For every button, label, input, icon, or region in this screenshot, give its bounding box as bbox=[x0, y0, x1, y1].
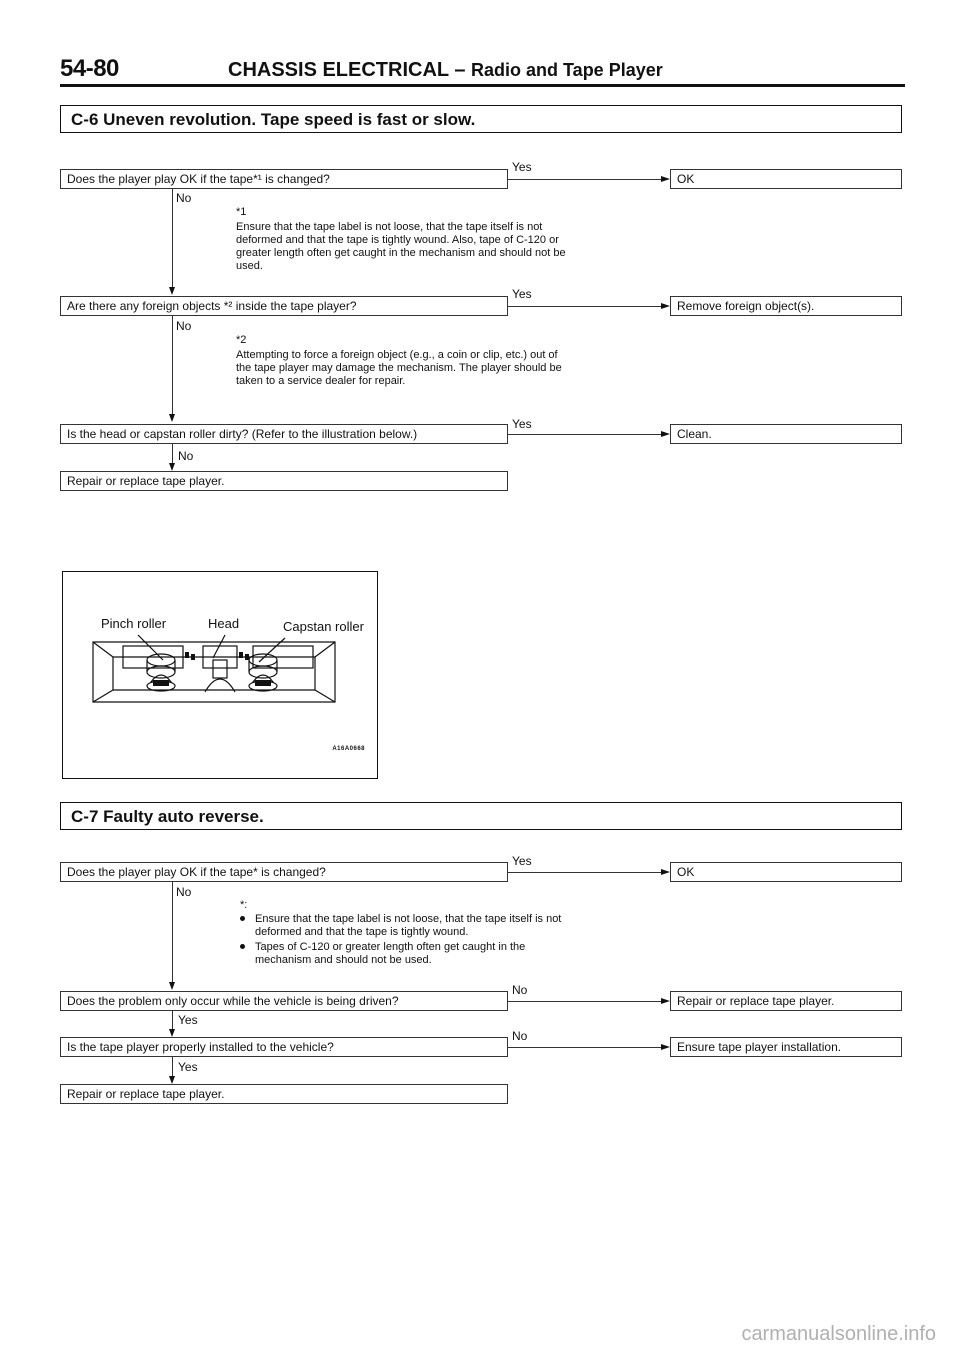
c7-note-bullet-2-text: Tapes of C-120 or greater length often get caught in the mechanism and should not be used. bbox=[255, 941, 526, 966]
arrow-right-icon bbox=[661, 431, 670, 437]
c6-question-2: Are there any foreign objects *² inside the tape player? bbox=[60, 296, 508, 316]
c7-note-bullet-1 bbox=[240, 913, 570, 939]
c7-q1-no-line bbox=[172, 882, 173, 984]
c6-q1-yes-label: Yes bbox=[512, 160, 532, 174]
page-number: 54-80 bbox=[60, 55, 119, 82]
c6-q2-no-line bbox=[172, 316, 173, 416]
c6-note2-text: Attempting to force a foreign object (e.g., a coin or clip, etc.) out of the tape player may damage the mechanism. The player should be taken to a service dealer for repair. bbox=[236, 349, 562, 387]
c6-q3-no-line bbox=[172, 444, 173, 464]
c6-q1-yes-line bbox=[508, 179, 663, 180]
c7-q2-no-line bbox=[508, 1001, 663, 1002]
c7-question-2: Does the problem only occur while the vehicle is being driven? bbox=[60, 991, 508, 1011]
c7-q3-yes-line bbox=[172, 1057, 173, 1077]
c6-question-1: Does the player play OK if the tape*¹ is changed? bbox=[60, 169, 508, 189]
c6-q2-no-label: No bbox=[176, 319, 192, 333]
arrow-right-icon bbox=[661, 176, 670, 182]
c6-question-3: Is the head or capstan roller dirty? (Refer to the illustration below.) bbox=[60, 424, 508, 444]
c6-q2-yes-label: Yes bbox=[512, 287, 532, 301]
c6-q3-yes-result: Clean. bbox=[670, 424, 902, 444]
c7-note-bullet-2 bbox=[240, 941, 570, 967]
c7-q2-no-result: Repair or replace tape player. bbox=[670, 991, 902, 1011]
chapter-dash: – bbox=[454, 59, 466, 81]
c6-note1-mark: *1 bbox=[236, 206, 247, 218]
chapter-title bbox=[228, 59, 663, 82]
c7-q1-yes-result: OK bbox=[670, 862, 902, 882]
watermark: carmanualsonline.info bbox=[741, 1323, 936, 1345]
arrow-down-icon bbox=[169, 982, 175, 990]
label-pinch-roller: Pinch roller bbox=[101, 616, 167, 631]
c7-title: C-7 Faulty auto reverse. bbox=[60, 802, 902, 830]
bullet-icon bbox=[240, 916, 245, 921]
label-capstan-roller: Capstan roller bbox=[283, 619, 364, 634]
figure-code: A16A0668 bbox=[332, 746, 365, 752]
c7-q3-no-result: Ensure tape player installation. bbox=[670, 1037, 902, 1057]
c6-q3-no-label: No bbox=[178, 449, 194, 463]
arrow-right-icon bbox=[661, 303, 670, 309]
c7-q2-yes-label: Yes bbox=[178, 1013, 198, 1027]
arrow-right-icon bbox=[661, 998, 670, 1004]
arrow-down-icon bbox=[169, 1076, 175, 1084]
c7-q1-no-label: No bbox=[176, 885, 192, 899]
c7-q2-yes-line bbox=[172, 1011, 173, 1031]
c7-q2-no-label: No bbox=[512, 983, 528, 997]
section-name: Radio and Tape Player bbox=[471, 60, 663, 80]
c7-question-1: Does the player play OK if the tape* is changed? bbox=[60, 862, 508, 882]
c7-final-action: Repair or replace tape player. bbox=[60, 1084, 508, 1104]
c6-q1-no-line bbox=[172, 189, 173, 289]
tape-mechanism-drawing bbox=[63, 572, 376, 777]
c6-note1-text: Ensure that the tape label is not loose, that the tape itself is not deformed and that the tape is tightly wound. Also, tape of C-120 or greater length often get caught in the mechanism and should not be used. bbox=[236, 221, 566, 272]
c6-title: C-6 Uneven revolution. Tape speed is fast or slow. bbox=[60, 105, 902, 133]
arrow-down-icon bbox=[169, 414, 175, 422]
tape-mechanism-figure bbox=[62, 571, 378, 779]
c7-note-bullet-1-text: Ensure that the tape label is not loose, that the tape itself is not deformed and that the tape is tightly wound. bbox=[255, 913, 562, 938]
c6-q1-no-label: No bbox=[176, 191, 192, 205]
header-rule bbox=[60, 84, 905, 87]
c7-q1-yes-line bbox=[508, 872, 663, 873]
c7-q3-no-label: No bbox=[512, 1029, 528, 1043]
c6-q2-yes-line bbox=[508, 306, 663, 307]
c6-q3-yes-label: Yes bbox=[512, 417, 532, 431]
c7-question-3: Is the tape player properly installed to the vehicle? bbox=[60, 1037, 508, 1057]
arrow-down-icon bbox=[169, 287, 175, 295]
c7-q1-yes-label: Yes bbox=[512, 854, 532, 868]
c7-q3-no-line bbox=[508, 1047, 663, 1048]
bullet-icon bbox=[240, 944, 245, 949]
chapter-name: CHASSIS ELECTRICAL bbox=[228, 59, 449, 81]
arrow-right-icon bbox=[661, 1044, 670, 1050]
label-head: Head bbox=[208, 616, 240, 631]
arrow-down-icon bbox=[169, 1029, 175, 1037]
c6-q2-yes-result: Remove foreign object(s). bbox=[670, 296, 902, 316]
arrow-down-icon bbox=[169, 463, 175, 471]
c6-q3-yes-line bbox=[508, 434, 663, 435]
c6-final-action: Repair or replace tape player. bbox=[60, 471, 508, 491]
c6-note2-mark: *2 bbox=[236, 334, 247, 346]
c7-q3-yes-label: Yes bbox=[178, 1060, 198, 1074]
arrow-right-icon bbox=[661, 869, 670, 875]
c6-q1-yes-result: OK bbox=[670, 169, 902, 189]
c7-note-mark: *: bbox=[240, 899, 248, 911]
